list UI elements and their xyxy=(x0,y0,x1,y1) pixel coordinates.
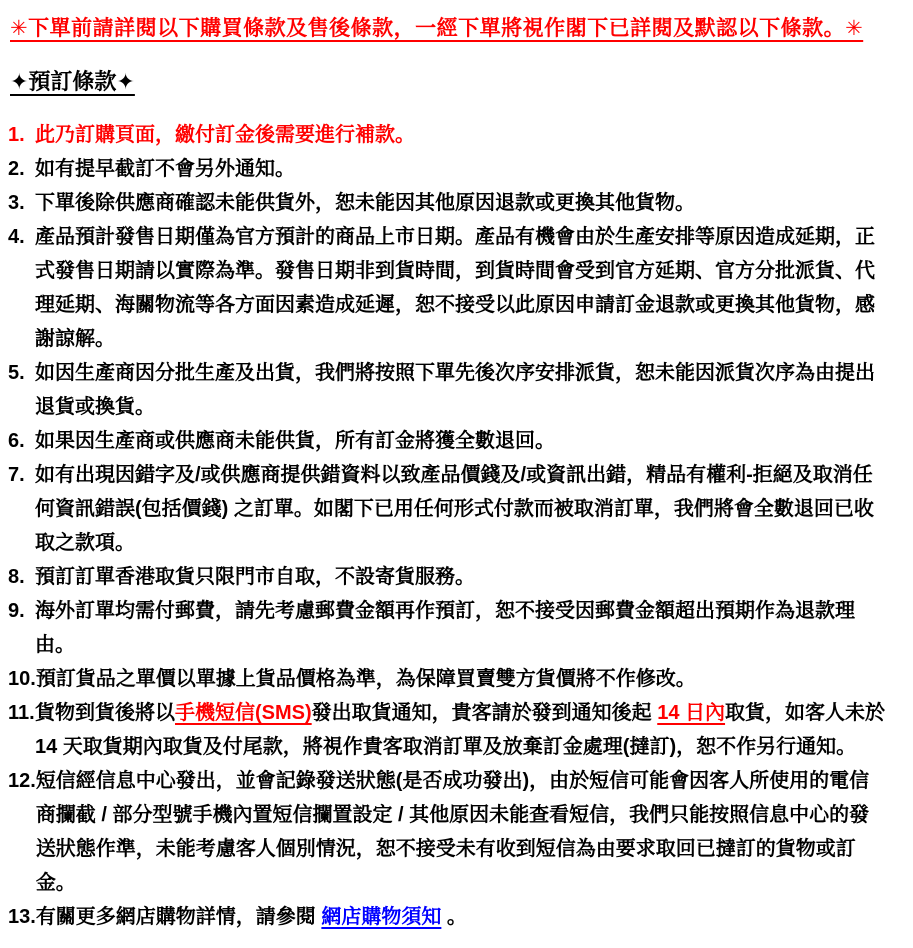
term-content xyxy=(35,424,887,458)
term-text: 貨物到貨後將以 xyxy=(35,702,175,724)
term-item-7 xyxy=(8,458,887,560)
term-content xyxy=(35,696,887,764)
term-text: 此乃訂購頁面，繳付訂金後需要進行補款。 xyxy=(35,124,415,146)
term-number: 5. xyxy=(8,362,25,384)
term-number: 1. xyxy=(8,124,25,146)
term-number: 2. xyxy=(8,158,25,180)
term-content xyxy=(36,900,887,934)
term-content xyxy=(35,560,887,594)
term-item-11 xyxy=(8,696,887,764)
term-text: 下單後除供應商確認未能供貨外，恕未能因其他原因退款或更換其他貨物。 xyxy=(35,192,695,214)
term-text: 發出取貨通知，貴客請於發到通知後起 xyxy=(311,702,658,724)
term-item-3 xyxy=(8,186,887,220)
term-content xyxy=(35,458,887,560)
term-number: 6. xyxy=(8,430,25,452)
term-text: 預訂訂單香港取貨只限門市自取，不設寄貨服務。 xyxy=(35,566,475,588)
term-item-6 xyxy=(8,424,887,458)
term-item-10 xyxy=(8,662,887,696)
term-text: 產品預計發售日期僅為官方預計的商品上市日期。產品有機會由於生產安排等原因造成延期，正式發售日期請以實際為準。發售日期非到貨時間，到貨時間會受到官方延期、官方分批派貨、代理延期、海關物流等各方面因素造成延遲，恕不接受以此原因申請訂金退款或更換其他貨物，感謝諒解。 xyxy=(35,226,875,350)
term-text: 預訂貨品之單價以單據上貨品價格為準，為保障買賣雙方貨價將不作修改。 xyxy=(35,668,696,690)
term-number: 8. xyxy=(8,566,25,588)
shop-guide-link[interactable]: 網店購物須知 xyxy=(321,906,442,928)
highlighted-term-text: 14 日內 xyxy=(657,702,726,724)
term-number: 3. xyxy=(8,192,25,214)
preorder-terms-heading: ✦預訂條款✦ xyxy=(10,69,135,94)
terms-list xyxy=(8,118,887,934)
term-text: 有關更多網店購物詳情，請參閱 xyxy=(35,906,322,928)
term-number: 7. xyxy=(8,464,25,486)
term-content xyxy=(35,118,887,152)
purchase-notice-banner: ✳下單前請詳閱以下購買條款及售後條款，一經下單將視作閣下已詳閱及默認以下條款。✳ xyxy=(10,17,864,40)
term-item-4 xyxy=(8,220,887,356)
term-content xyxy=(35,220,887,356)
term-text: 如因生產商因分批生產及出貨，我們將按照下單先後次序安排派貨，恕未能因派貨次序為由提出退貨或換貨。 xyxy=(35,362,875,418)
term-number: 12. xyxy=(8,770,36,792)
term-number: 13. xyxy=(8,906,36,928)
term-number: 9. xyxy=(8,600,25,622)
term-item-2 xyxy=(8,152,887,186)
term-text: 取貨，如客人未於 14 天取貨期內取貨及付尾款，將視作貴客取消訂單及放棄訂金處理(撻訂)，恕不作另行通知。 xyxy=(35,702,886,758)
term-content xyxy=(35,594,887,662)
term-number: 11. xyxy=(8,702,35,724)
term-item-13 xyxy=(8,900,887,934)
term-text: 。 xyxy=(441,906,467,928)
term-text: 短信經信息中心發出，並會記錄發送狀態(是否成功發出)，由於短信可能會因客人所使用的電信商攔截 / 部分型號手機內置短信攔置設定 / 其他原因未能查看短信，我們只能按照信息中心的發送狀態作準，未能考慮客人個別情況，恕不接受未有收到短信為由要求取回已撻訂的貨物或訂金。 xyxy=(35,770,870,894)
term-content xyxy=(35,152,887,186)
term-content xyxy=(36,764,887,900)
highlighted-term-text: 手機短信(SMS) xyxy=(175,702,312,724)
term-content xyxy=(35,186,887,220)
term-text: 如有出現因錯字及/或供應商提供錯資料以致產品價錢及/或資訊出錯，精品有權利-拒絕及取消任何資訊錯誤(包括價錢) 之訂單。如閣下已用任何形式付款而被取消訂單，我們將會全數退回已收取之款項。 xyxy=(35,464,874,554)
term-item-1 xyxy=(8,118,887,152)
term-text: 如果因生產商或供應商未能供貨，所有訂金將獲全數退回。 xyxy=(35,430,555,452)
term-text: 海外訂單均需付郵費，請先考慮郵費金額再作預訂，恕不接受因郵費金額超出預期作為退款理由。 xyxy=(35,600,855,656)
term-item-8 xyxy=(8,560,887,594)
term-item-5 xyxy=(8,356,887,424)
term-text: 如有提早截訂不會另外通知。 xyxy=(35,158,295,180)
term-content xyxy=(35,356,887,424)
term-item-12 xyxy=(8,764,887,900)
term-number: 10. xyxy=(8,668,36,690)
term-item-9 xyxy=(8,594,887,662)
term-number: 4. xyxy=(8,226,25,248)
term-content xyxy=(36,662,887,696)
